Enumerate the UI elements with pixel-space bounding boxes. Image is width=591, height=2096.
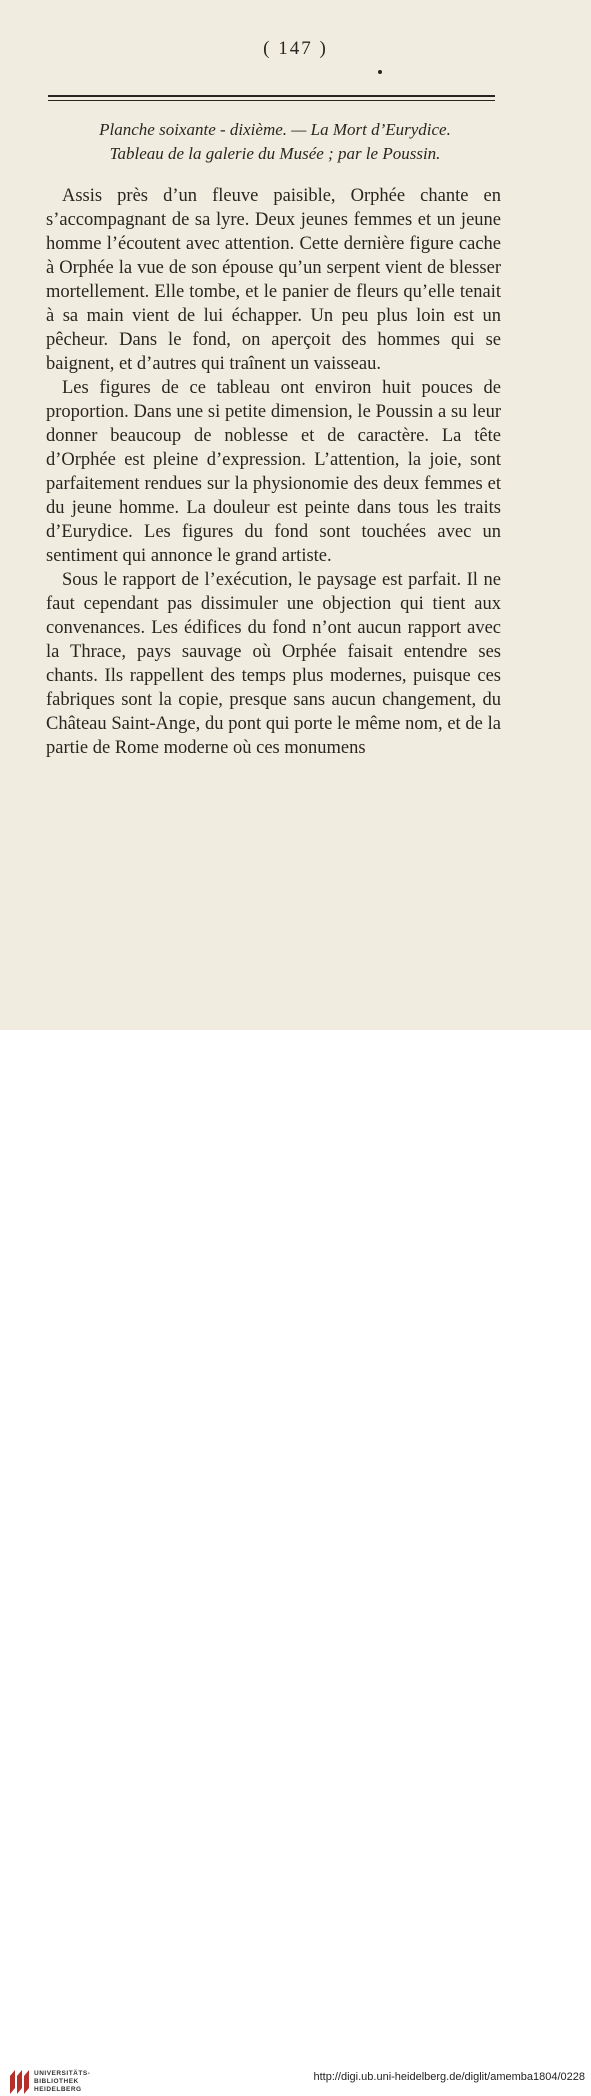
permalink-url[interactable]: http://digi.ub.uni-heidelberg.de/diglit/amemba1804/0228 [313,2071,585,2083]
library-name [34,2070,90,2094]
caption-line-1: Planche soixante - dixième. — La Mort d’Eurydice. [99,120,451,139]
plate-caption [40,118,510,166]
ink-dot [378,70,382,74]
viewer-footer [0,1030,591,2093]
page-number: ( 147 ) [263,38,328,59]
header-rule-thin [48,100,495,101]
library-name-line-2: BIBLIOTHEK [34,2078,79,2085]
university-library-logo-icon [8,2068,30,2096]
body-text [46,184,501,760]
paragraph-3: Sous le rapport de l’exécution, le paysage est parfait. Il ne faut cependant pas dissimuler une objection qui tient aux convenances. Les édifices du fond n’ont aucun rapport avec la Thrace, pays sauvage où Orphée faisait entendre ses chants. Ils rappellent des temps plus modernes, puisque ces fabriques sont la copie, presque sans aucun changement, du Château Saint-Ange, du pont qui porte le même nom, et de la partie de Rome moderne où ces monumens [46,570,501,758]
scanned-page [0,0,591,1030]
paragraph-1: Assis près d’un fleuve paisible, Orphée chante en s’accompagnant de sa lyre. Deux jeunes femmes et un jeune homme l’écoutent avec attention. Cette dernière figure cache à Orphée la vue de son épouse qu’un serpent vient de blesser mortellement. Elle tombe, et le panier de fleurs qu’elle tenait à sa main vient de lui échapper. Un peu plus loin est un pêcheur. Dans le fond, on aperçoit des hommes qui se baignent, et d’autres qui traînent un vaisseau. [46,186,501,374]
library-name-line-1: UNIVERSITÄTS- [34,2070,91,2077]
library-name-line-3: HEIDELBERG [34,2086,82,2093]
paragraph-2: Les figures de ce tableau ont environ huit pouces de proportion. Dans une si petite dimension, le Poussin a su leur donner beaucoup de noblesse et de caractère. La tête d’Orphée est pleine d’expression. L’attention, la joie, sont parfaitement rendues sur la physionomie des deux femmes et du jeune homme. La douleur est peinte dans tous les traits d’Eurydice. Les figures du fond sont touchées avec un sentiment qui annonce le grand artiste. [46,378,501,566]
caption-line-2: Tableau de la galerie du Musée ; par le Poussin. [109,144,441,163]
header-rule-thick [48,95,495,97]
